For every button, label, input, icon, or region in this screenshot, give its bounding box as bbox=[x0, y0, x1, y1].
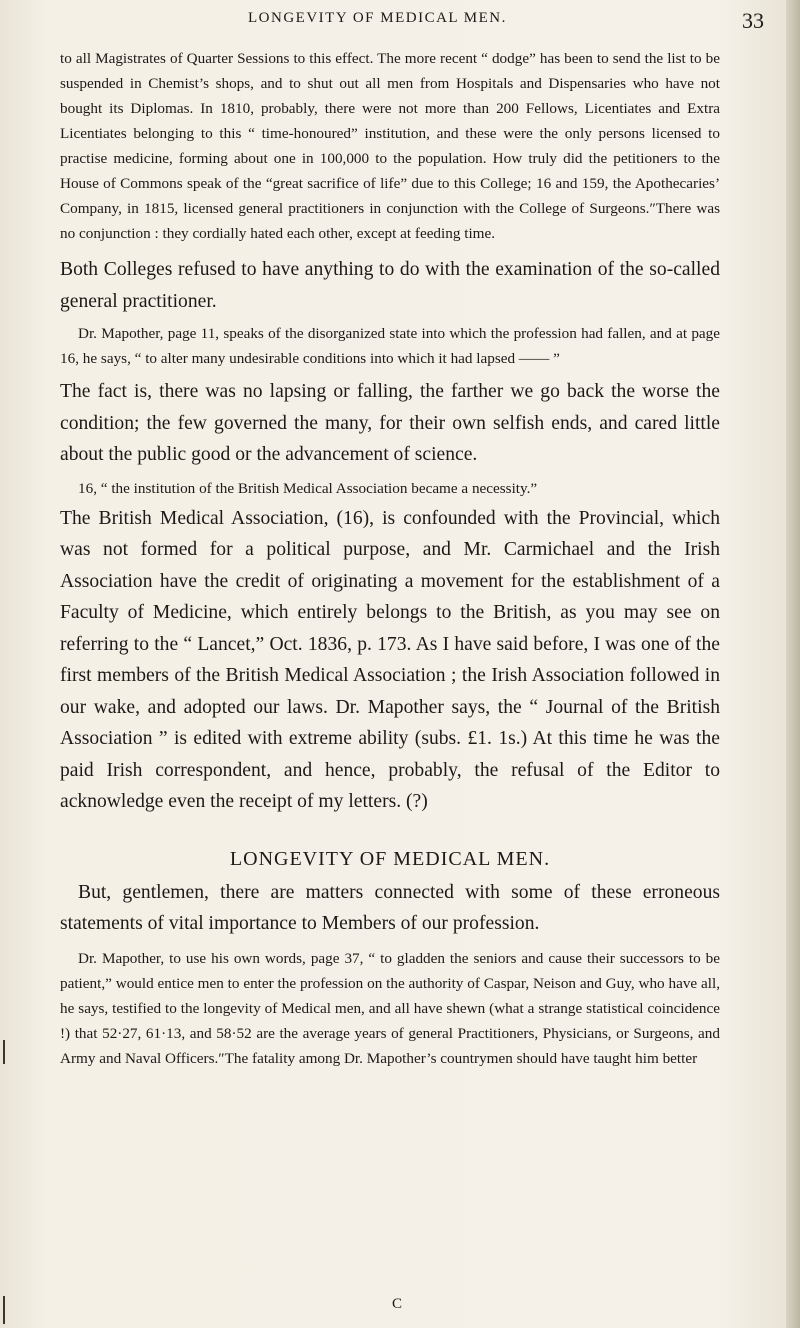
margin-mark bbox=[3, 1296, 5, 1324]
running-title: LONGEVITY OF MEDICAL MEN. bbox=[248, 10, 507, 26]
paragraph-gentlemen: But, gentlemen, there are matters connected with some of these erroneous statements of vital importance to Members of our profession. bbox=[60, 881, 720, 934]
quote-mapother-longevity: Dr. Mapother, to use his own words, page 37, “ to gladden the seniors and cause their successors to be patient,” would entice men to enter the profession on the authority of Caspar, Neison and Guy, who have all, he says, testified to the longevity of Medical men, and all have shewn (what a strange statistical coincidence !) that 52·27, 61·13, and 58·52 are the average years of general Practitioners, Physicians, or Surgeons, and Army and Naval Officers.″The fatality among Dr. Mapother’s countrymen should have taught him better bbox=[60, 949, 720, 1067]
paragraph-bma-confounded: The British Medical Association, (16), is confounded with the Provincial, which was not formed for a political purpose, and Mr. Carmichael and the Irish Association have the credit of originating a movement for the establishment of a Faculty of Medicine, which entirely belongs to the British, as you may see on referring to the “ Lancet,” Oct. 1836, p. 173. As I have said before, I was one of the first members of the British Medical Association ; the Irish Association followed in our wake, and adopted our laws. Dr. Mapother says, the “ Journal of the British Association ” is edited with extreme ability (subs. £1. 1s.) At this time he was the paid Irish correspondent, and hence, probably, the refusal of the Editor to acknowledge even the receipt of my letters. (?) bbox=[60, 507, 720, 812]
running-head bbox=[0, 8, 800, 32]
paragraph-no-lapsing: The fact is, there was no lapsing or falling, the farther we go back the worse the condition; the few governed the many, for their own selfish ends, and cared little about the public good or the advancement of science. bbox=[60, 381, 720, 465]
paragraph-college-history: to all Magistrates of Quarter Sessions to this effect. The more recent “ dodge” has been to send the list to be suspended in Chemist’s shops, and to shut out all men from Hospitals and Dispensaries who have not bought its Diplomas. In 1810, probably, there were not more than 200 Fellows, Licentiates and Extra Licentiates belonging to this “ time-honoured” institution, and these were the only persons licensed to practise medicine, forming about one in 100,000 to the population. How truly did the petitioners to the House of Commons speak of the “great sacrifice of life” due to this College; 16 and 159, the Apothecaries’ Company, in 1815, licensed general practitioners in conjunction with the College of Surgeons.″There was no conjunction : they cordially hated each other, except at feeding time. bbox=[60, 50, 720, 242]
signature-mark: C bbox=[392, 1296, 403, 1312]
quote-bma-necessity: 16, “ the institution of the British Medical Association became a necessity.” bbox=[78, 479, 538, 497]
page-number: 33 bbox=[742, 8, 764, 33]
quote-mapother-disorganized: Dr. Mapother, page 11, speaks of the disorganized state into which the profession had fallen, and at page 16, he says, “ to alter many undesirable conditions into which it had lapsed —— ” bbox=[60, 325, 720, 367]
section-heading: LONGEVITY OF MEDICAL MEN. bbox=[229, 847, 551, 870]
paragraph-colleges-refused: Both Colleges refused to have anything to do with the examination of the so-called general practitioner. bbox=[60, 259, 720, 312]
page-edge-shadow bbox=[786, 0, 800, 1328]
margin-mark bbox=[3, 1040, 5, 1064]
page-body bbox=[60, 46, 720, 1071]
